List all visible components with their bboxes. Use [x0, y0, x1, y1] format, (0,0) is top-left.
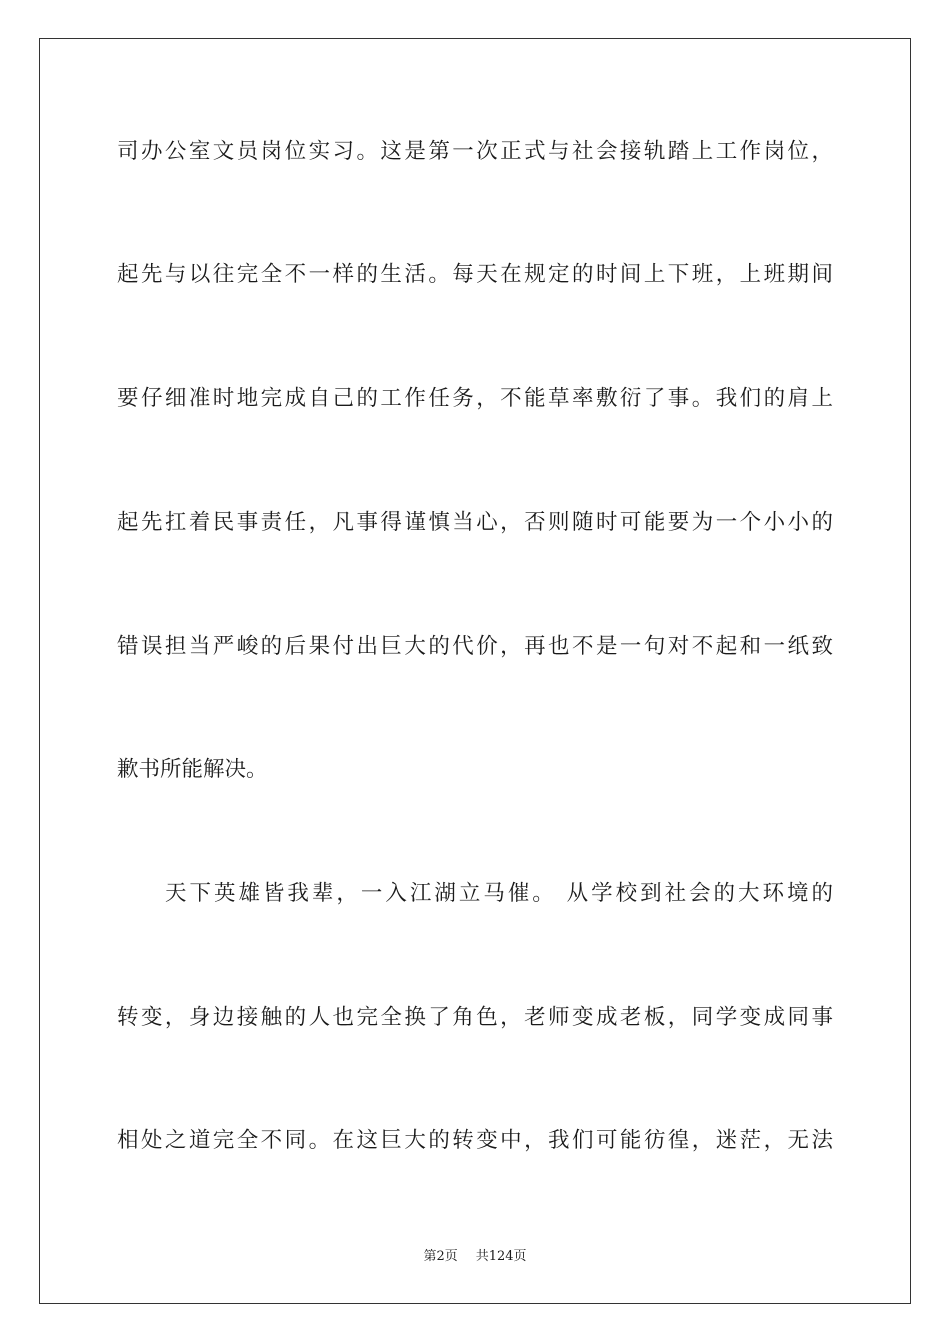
page-footer — [0, 1248, 950, 1266]
body-text-line-8: 转变，身边接触的人也完全换了角色，老师变成老板，同学变成同事 — [117, 1005, 833, 1030]
body-text-line-1: 司办公室文员岗位实习。这是第一次正式与社会接轨踏上工作岗位， — [117, 139, 833, 164]
body-text-line-2: 起先与以往完全不一样的生活。每天在规定的时间上下班，上班期间 — [117, 262, 833, 287]
page-number: 第2页 — [423, 1249, 458, 1264]
body-text-line-7: 天下英雄皆我辈，一入江湖立马催。 从学校到社会的大环境的 — [165, 881, 833, 906]
body-text-line-9: 相处之道完全不同。在这巨大的转变中，我们可能彷徨，迷茫，无法 — [117, 1128, 833, 1153]
body-text-line-3: 要仔细准时地完成自己的工作任务，不能草率敷衍了事。我们的肩上 — [117, 386, 833, 411]
page-frame — [39, 38, 911, 1304]
total-pages: 共124页 — [475, 1249, 527, 1264]
body-text-line-4: 起先扛着民事责任，凡事得谨慎当心，否则随时可能要为一个小小的 — [117, 510, 833, 535]
body-text-line-6: 歉书所能解决。 — [117, 757, 268, 782]
body-text-line-5: 错误担当严峻的后果付出巨大的代价，再也不是一句对不起和一纸致 — [117, 634, 833, 659]
